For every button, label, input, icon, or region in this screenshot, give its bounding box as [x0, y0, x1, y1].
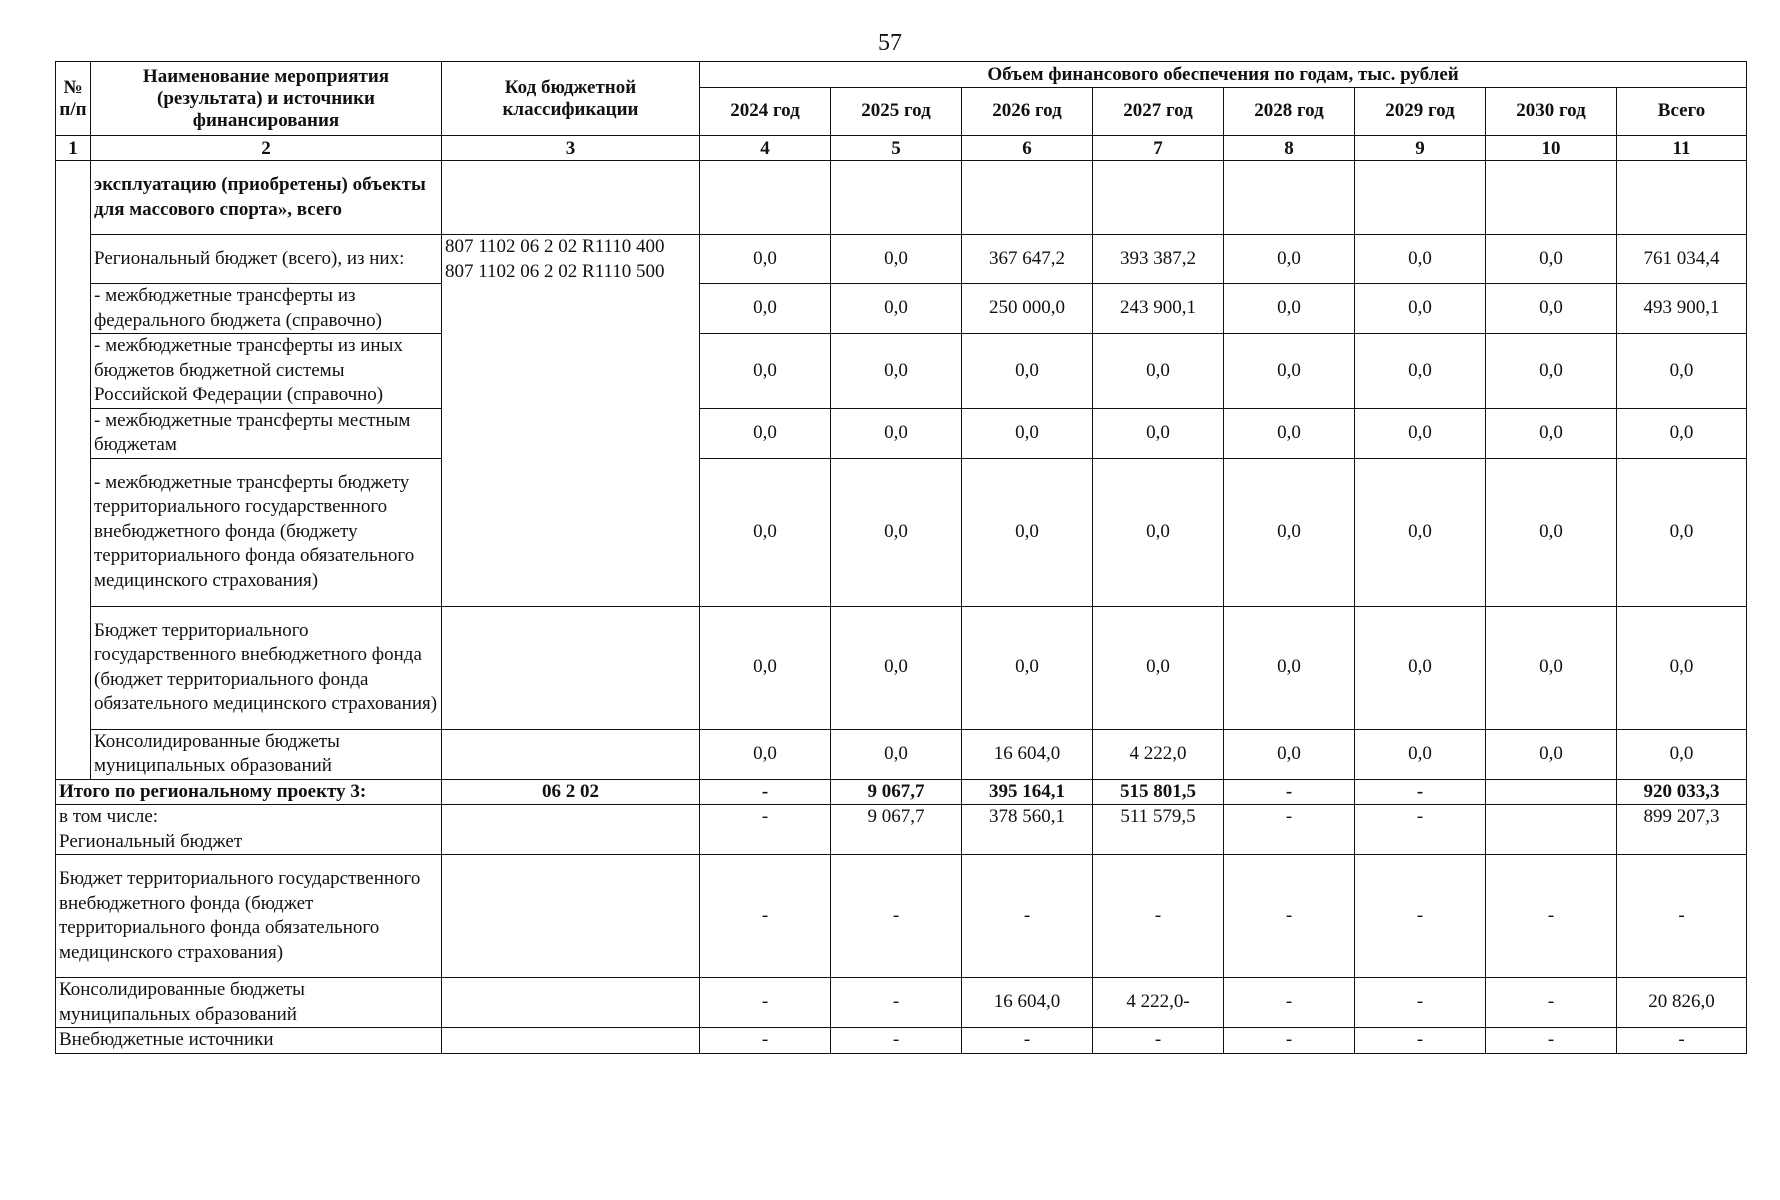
value-cell: -: [831, 855, 962, 978]
value-cell: 250 000,0: [962, 284, 1093, 334]
value-cell: 0,0: [1486, 284, 1617, 334]
value-cell: -: [700, 805, 831, 855]
value-cell: 16 604,0: [962, 729, 1093, 779]
value-cell: 0,0: [1617, 334, 1747, 409]
header-year-2027: 2027 год: [1093, 88, 1224, 136]
total-code: 06 2 02: [442, 779, 700, 805]
header-year-2029: 2029 год: [1355, 88, 1486, 136]
table-row: [56, 161, 1747, 235]
value-cell: -: [700, 978, 831, 1028]
row-number-cell: [56, 161, 91, 780]
row-name: Бюджет территориального государственного внебюджетного фонда (бюджет территориального фонда обязательного медицинского страхования): [56, 855, 442, 978]
table-row: [56, 334, 1747, 409]
table-body: [56, 161, 1747, 1054]
header-year-2030: 2030 год: [1486, 88, 1617, 136]
header-name: Наименование мероприятия (результата) и источники финансирования: [91, 62, 442, 136]
row-code: [442, 805, 700, 855]
value-cell: 511 579,5: [1093, 805, 1224, 855]
header-year-2024: 2024 год: [700, 88, 831, 136]
index-cell: 3: [442, 136, 700, 161]
table-row: [56, 606, 1747, 729]
value-cell: 393 387,2: [1093, 235, 1224, 284]
value-cell: 0,0: [1224, 235, 1355, 284]
row-name: Региональный бюджет (всего), из них:: [91, 235, 442, 284]
value-cell: 761 034,4: [1617, 235, 1747, 284]
value-cell: 0,0: [1617, 606, 1747, 729]
value-cell: 0,0: [962, 606, 1093, 729]
value-cell: -: [1224, 805, 1355, 855]
value-cell: 0,0: [1224, 408, 1355, 458]
value-cell: -: [700, 855, 831, 978]
row-code: [442, 729, 700, 779]
table-row: [56, 408, 1747, 458]
value-cell: 0,0: [1224, 284, 1355, 334]
value-cell: 0,0: [700, 408, 831, 458]
value-cell: 0,0: [1355, 606, 1486, 729]
header-code: Код бюджетной классификации: [442, 62, 700, 136]
index-cell: 8: [1224, 136, 1355, 161]
value-cell: -: [831, 978, 962, 1028]
value-cell: 0,0: [1093, 458, 1224, 606]
value-cell: 0,0: [1486, 729, 1617, 779]
value-cell: -: [1355, 978, 1486, 1028]
value-cell: -: [962, 855, 1093, 978]
value-cell: -: [831, 1028, 962, 1054]
value-cell: 0,0: [1617, 729, 1747, 779]
value-cell: -: [1486, 1028, 1617, 1054]
value-cell: -: [1355, 805, 1486, 855]
table-row: [56, 458, 1747, 606]
value-cell: 0,0: [962, 334, 1093, 409]
value-cell: -: [1617, 1028, 1747, 1054]
value-cell: [831, 161, 962, 235]
page-number: 57: [878, 30, 902, 56]
value-cell: -: [962, 1028, 1093, 1054]
value-cell: 0,0: [831, 729, 962, 779]
value-cell: 0,0: [1355, 284, 1486, 334]
value-cell: [1486, 779, 1617, 805]
row-code: [442, 606, 700, 729]
value-cell: 0,0: [1224, 729, 1355, 779]
value-cell: 0,0: [1355, 235, 1486, 284]
value-cell: -: [1224, 978, 1355, 1028]
index-cell: 4: [700, 136, 831, 161]
row-code: [442, 161, 700, 235]
value-cell: -: [1224, 779, 1355, 805]
value-cell: [700, 161, 831, 235]
value-cell: -: [1355, 779, 1486, 805]
value-cell: 0,0: [1486, 235, 1617, 284]
value-cell: 243 900,1: [1093, 284, 1224, 334]
value-cell: [1224, 161, 1355, 235]
value-cell: -: [1093, 855, 1224, 978]
value-cell: 0,0: [831, 334, 962, 409]
header-year-2025: 2025 год: [831, 88, 962, 136]
index-cell: 5: [831, 136, 962, 161]
value-cell: 0,0: [700, 334, 831, 409]
table-row: [56, 729, 1747, 779]
value-cell: 4 222,0: [1093, 729, 1224, 779]
table-row: [56, 805, 1747, 855]
header-number: № п/п: [56, 62, 91, 136]
value-cell: -: [1486, 978, 1617, 1028]
value-cell: 0,0: [1355, 334, 1486, 409]
row-name: - межбюджетные трансферты из федерального бюджета (справочно): [91, 284, 442, 334]
value-cell: 9 067,7: [831, 779, 962, 805]
value-cell: 378 560,1: [962, 805, 1093, 855]
value-cell: 0,0: [962, 408, 1093, 458]
value-cell: 16 604,0: [962, 978, 1093, 1028]
value-cell: [1093, 161, 1224, 235]
value-cell: 9 067,7: [831, 805, 962, 855]
value-cell: -: [1224, 1028, 1355, 1054]
row-name: - межбюджетные трансферты из иных бюджетов бюджетной системы Российской Федерации (справочно): [91, 334, 442, 409]
index-cell: 9: [1355, 136, 1486, 161]
value-cell: [1486, 805, 1617, 855]
value-cell: 0,0: [1093, 606, 1224, 729]
index-cell: 6: [962, 136, 1093, 161]
value-cell: 395 164,1: [962, 779, 1093, 805]
table-header: [56, 62, 1747, 161]
row-code: [442, 1028, 700, 1054]
index-cell: 7: [1093, 136, 1224, 161]
value-cell: 0,0: [831, 408, 962, 458]
value-cell: 0,0: [831, 284, 962, 334]
value-cell: 0,0: [1224, 334, 1355, 409]
financing-table: [55, 61, 1747, 1054]
row-name: - межбюджетные трансферты бюджету территориального государственного внебюджетного фонда (бюджету территориального фонда обязательного медицинского страхования): [91, 458, 442, 606]
value-cell: -: [1355, 855, 1486, 978]
row-name: в том числе: Региональный бюджет: [56, 805, 442, 855]
row-code: [442, 978, 700, 1028]
value-cell: 20 826,0: [1617, 978, 1747, 1028]
row-name: эксплуатацию (приобретены) объекты для массового спорта», всего: [91, 161, 442, 235]
value-cell: 0,0: [1486, 334, 1617, 409]
value-cell: [1486, 161, 1617, 235]
value-cell: 0,0: [1224, 606, 1355, 729]
value-cell: 0,0: [831, 235, 962, 284]
value-cell: 0,0: [831, 458, 962, 606]
value-cell: 493 900,1: [1617, 284, 1747, 334]
header-year-2026: 2026 год: [962, 88, 1093, 136]
value-cell: 0,0: [1355, 408, 1486, 458]
row-name: - межбюджетные трансферты местным бюджетам: [91, 408, 442, 458]
row-name: Внебюджетные источники: [56, 1028, 442, 1054]
table-row: [56, 978, 1747, 1028]
index-cell: 10: [1486, 136, 1617, 161]
row-code: 807 1102 06 2 02 R1110 400 807 1102 06 2 02 R1110 500: [442, 235, 700, 607]
value-cell: 0,0: [1486, 408, 1617, 458]
value-cell: -: [1486, 855, 1617, 978]
header-volume: Объем финансового обеспечения по годам, тыс. рублей: [700, 62, 1747, 88]
row-name: Консолидированные бюджеты муниципальных образований: [56, 978, 442, 1028]
value-cell: 4 222,0-: [1093, 978, 1224, 1028]
value-cell: 899 207,3: [1617, 805, 1747, 855]
value-cell: 0,0: [700, 458, 831, 606]
value-cell: 0,0: [700, 606, 831, 729]
value-cell: 0,0: [1093, 408, 1224, 458]
value-cell: 515 801,5: [1093, 779, 1224, 805]
row-name: Бюджет территориального государственного внебюджетного фонда (бюджет территориального фонда обязательного медицинского страхования): [91, 606, 442, 729]
value-cell: -: [1093, 1028, 1224, 1054]
row-name: Консолидированные бюджеты муниципальных образований: [91, 729, 442, 779]
value-cell: 0,0: [1486, 458, 1617, 606]
table-row: [56, 1028, 1747, 1054]
value-cell: 0,0: [1486, 606, 1617, 729]
total-row: [56, 779, 1747, 805]
value-cell: -: [1617, 855, 1747, 978]
value-cell: 920 033,3: [1617, 779, 1747, 805]
value-cell: 367 647,2: [962, 235, 1093, 284]
header-year-2028: 2028 год: [1224, 88, 1355, 136]
value-cell: 0,0: [700, 729, 831, 779]
value-cell: 0,0: [1617, 458, 1747, 606]
value-cell: 0,0: [1355, 729, 1486, 779]
value-cell: 0,0: [1617, 408, 1747, 458]
table-row: [56, 284, 1747, 334]
value-cell: -: [700, 1028, 831, 1054]
value-cell: [962, 161, 1093, 235]
value-cell: 0,0: [1355, 458, 1486, 606]
value-cell: [1355, 161, 1486, 235]
row-code: [442, 855, 700, 978]
value-cell: -: [700, 779, 831, 805]
value-cell: 0,0: [831, 606, 962, 729]
value-cell: 0,0: [1224, 458, 1355, 606]
value-cell: [1617, 161, 1747, 235]
table-row: [56, 855, 1747, 978]
header-total: Всего: [1617, 88, 1747, 136]
value-cell: 0,0: [700, 235, 831, 284]
table-row: [56, 235, 1747, 284]
value-cell: 0,0: [700, 284, 831, 334]
total-label: Итого по региональному проекту 3:: [56, 779, 442, 805]
value-cell: 0,0: [1093, 334, 1224, 409]
value-cell: 0,0: [962, 458, 1093, 606]
index-cell: 1: [56, 136, 91, 161]
value-cell: -: [1355, 1028, 1486, 1054]
index-cell: 11: [1617, 136, 1747, 161]
value-cell: -: [1224, 855, 1355, 978]
index-row: [56, 136, 1747, 161]
index-cell: 2: [91, 136, 442, 161]
